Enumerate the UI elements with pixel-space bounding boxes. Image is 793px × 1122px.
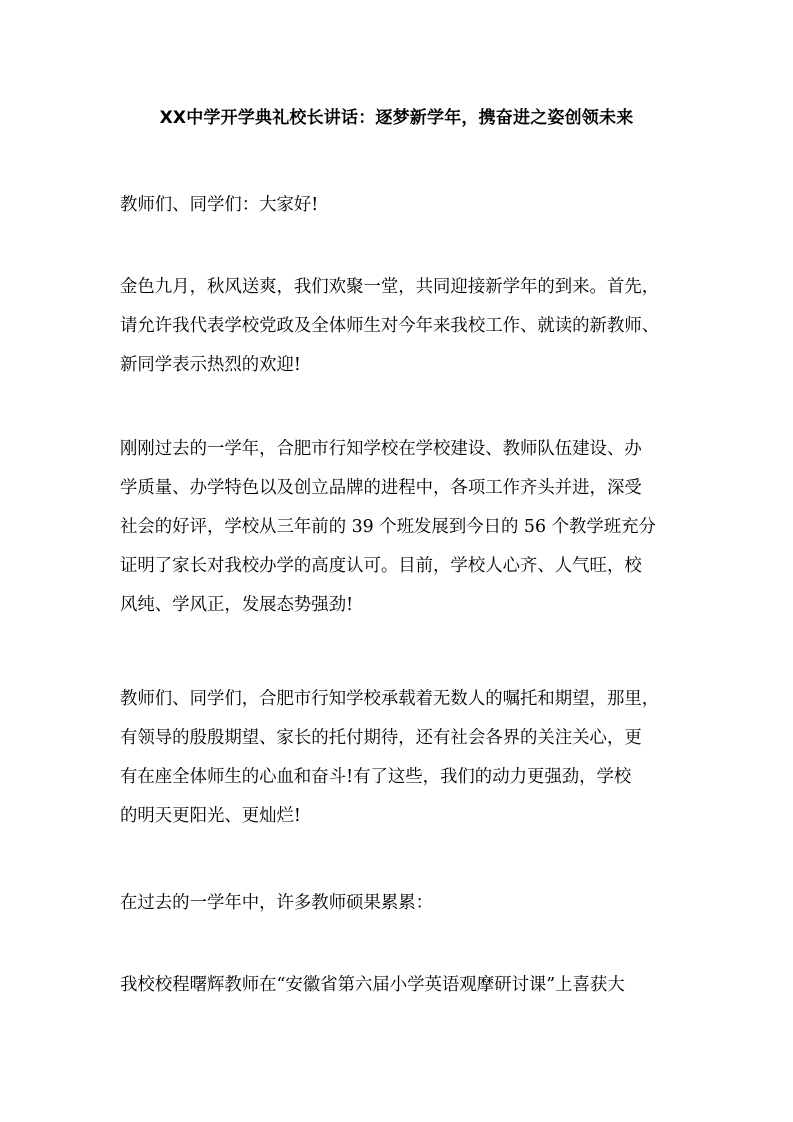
review-paragraph xyxy=(120,430,676,625)
greeting-paragraph xyxy=(120,186,676,225)
text-line: 风纯、学风正，发展态势强劲! xyxy=(120,595,354,615)
text-line: 在过去的一学年中，许多教师硕果累累： xyxy=(120,893,434,913)
text-line: 的明天更阳光、更灿烂! xyxy=(120,806,301,826)
document-title: XX中学开学典礼校长讲话：逐梦新学年，携奋进之姿创领未来 xyxy=(159,108,634,128)
text-line: 证明了家长对我校办学的高度认可。目前，学校人心齐、人气旺，校 xyxy=(120,556,642,576)
achievements-intro-paragraph xyxy=(120,884,676,923)
text-line: 教师们、同学们，合肥市行知学校承载着无数人的嘱托和期望，那里， xyxy=(120,689,660,709)
text-line: 新同学表示热烈的欢迎! xyxy=(120,355,301,375)
text-line: 请允许我代表学校党政及全体师生对今年来我校工作、就读的新教师、 xyxy=(120,316,660,336)
text-line: 学质量、办学特色以及创立品牌的进程中，各项工作齐头并进，深受 xyxy=(120,478,642,498)
text-line: 金色九月，秋风送爽，我们欢聚一堂，共同迎接新学年的到来。首先， xyxy=(120,277,660,297)
welcome-paragraph xyxy=(120,268,676,385)
text-line: 刚刚过去的一学年，合肥市行知学校在学校建设、教师队伍建设、办 xyxy=(120,439,642,459)
text-line: 社会的好评，学校从三年前的 39 个班发展到今日的 56 个教学班充分 xyxy=(120,517,656,537)
achievement-paragraph xyxy=(120,966,676,1005)
text-line: 有在座全体师生的心血和奋斗!有了这些，我们的动力更强劲，学校 xyxy=(120,767,632,787)
text-line: 我校校程曙辉教师在“安徽省第六届小学英语观摩研讨课”上喜获大 xyxy=(120,975,625,995)
text-line: 教师们、同学们：大家好! xyxy=(120,195,319,215)
text-line: 有领导的殷殷期望、家长的托付期待，还有社会各界的关注关心，更 xyxy=(120,728,642,748)
expectation-paragraph xyxy=(120,680,676,836)
